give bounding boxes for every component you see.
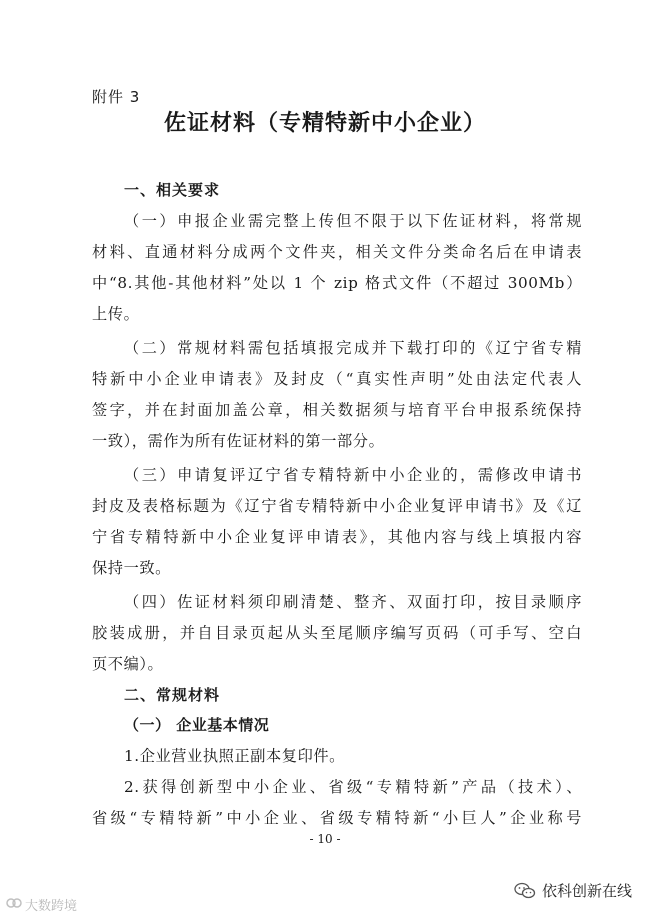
section-heading-regular-materials: 二、常规材料 (124, 686, 221, 704)
section-heading-requirements: 一、相关要求 (124, 181, 221, 199)
wechat-icon (514, 882, 536, 900)
paragraph-line: 省级“专精特新”中小企业、省级专精特新“小巨人”企业称号 (92, 809, 582, 827)
watermark-left-text: 大数跨境 (25, 899, 78, 914)
paragraph-line: （三）申请复评辽宁省专精特新中小企业的，需修改申请书 (124, 466, 582, 484)
paragraph-line: 中“8.其他-其他材料”处以 1 个 zip 格式文件（不超过 300Mb） (92, 274, 582, 292)
paragraph-line: 封皮及表格标题为《辽宁省专精特新中小企业复评申请书》及《辽 (92, 497, 582, 515)
subsection-heading-company-info: （一） 企业基本情况 (124, 716, 270, 734)
document-title: 佐证材料（专精特新中小企业） (163, 111, 486, 136)
paragraph-line: 页不编）。 (92, 655, 164, 673)
watermark-left (6, 895, 77, 914)
paragraph-line: 上传。 (92, 305, 140, 323)
paragraph-line: 保持一致。 (92, 559, 171, 577)
paragraph-line: （一）申报企业需完整上传但不限于以下佐证材料，将常规 (124, 212, 582, 230)
paragraph-line: 签字，并在封面加盖公章，相关数据须与培育平台申报系统保持 (92, 401, 582, 419)
attachment-label: 附件 3 (92, 88, 141, 106)
watermark-right-text: 依科创新在线 (541, 882, 632, 900)
paragraph-line: 一致），需作为所有佐证材料的第一部分。 (92, 432, 385, 450)
paragraph-line: 宁省专精特新中小企业复评申请表》，其他内容与线上填报内容 (92, 528, 582, 546)
watermark-right (514, 880, 632, 901)
paragraph-line: （二）常规材料需包括填报完成并下载打印的《辽宁省专精 (124, 339, 582, 357)
paragraph-line: 材料、直通材料分成两个文件夹，相关文件分类命名后在申请表 (92, 243, 582, 261)
page-number: - 10 - (309, 832, 341, 846)
paragraph-line: 特新中小企业申请表》及封皮（“真实性声明”处由法定代表人 (92, 370, 582, 388)
paragraph-line: 胶装成册，并自目录页起从头至尾顺序编写页码（可手写、空白 (92, 624, 582, 642)
watermark-logo-icon (6, 896, 22, 914)
paragraph-line: （四）佐证材料须印刷清楚、整齐、双面打印，按目录顺序 (124, 593, 582, 611)
list-item: 2.获得创新型中小企业、省级“专精特新”产品（技术）、 (124, 778, 582, 796)
list-item: 1.企业营业执照正副本复印件。 (124, 747, 345, 765)
